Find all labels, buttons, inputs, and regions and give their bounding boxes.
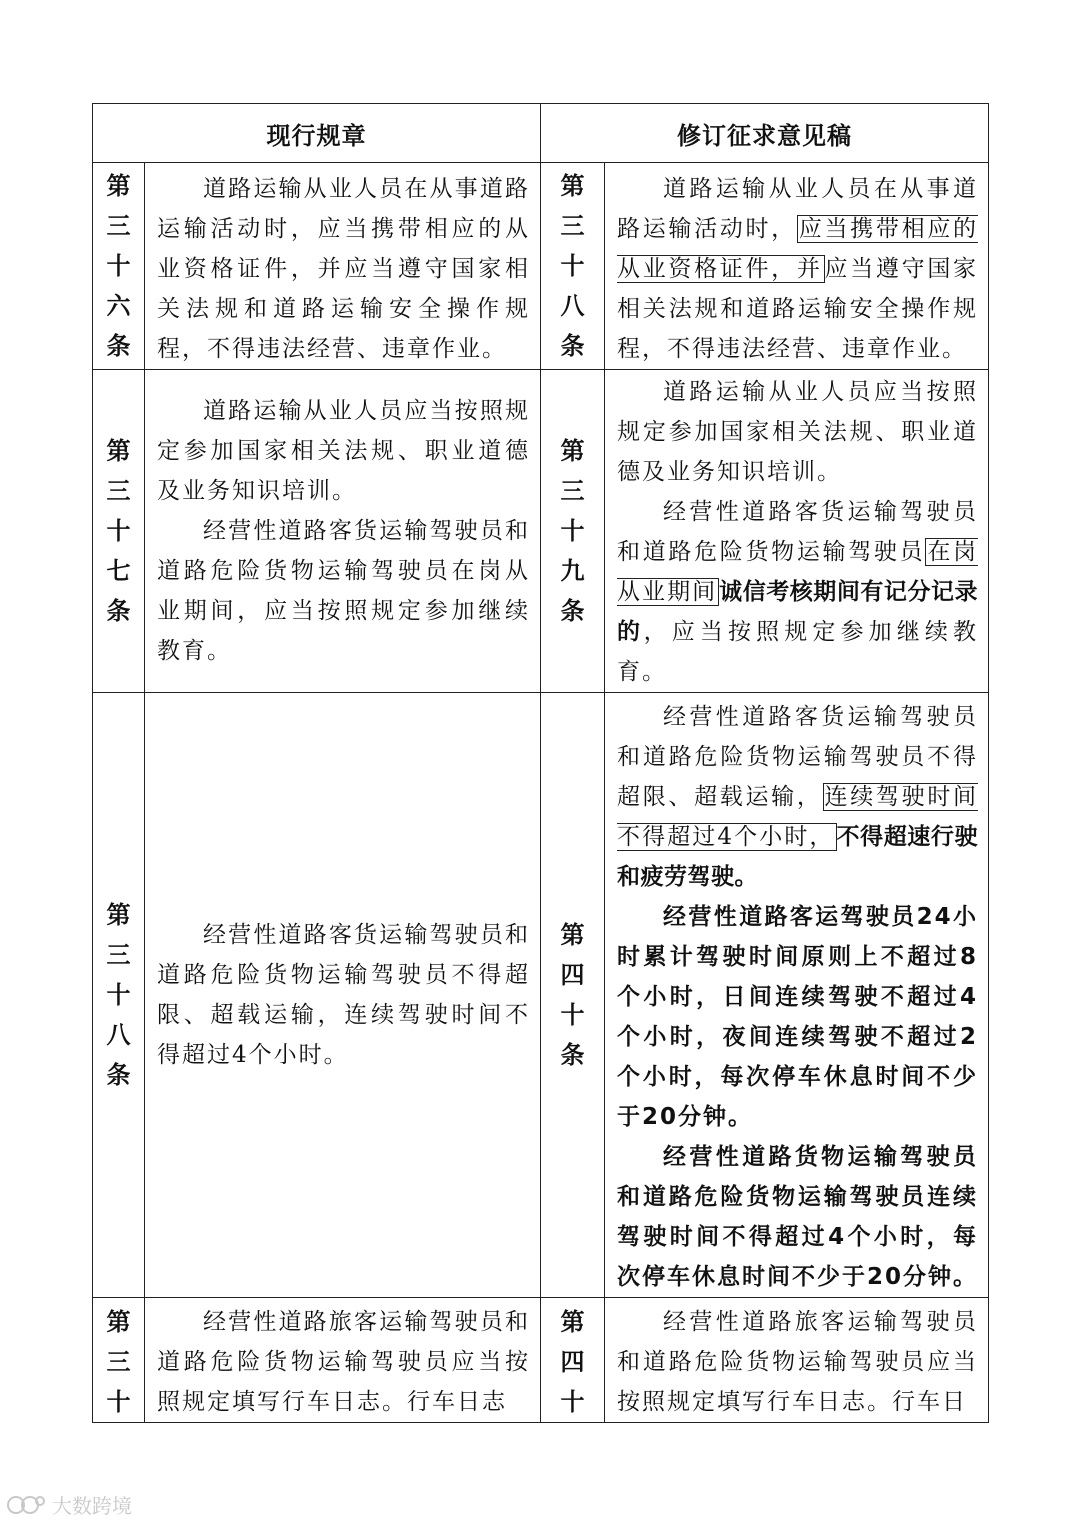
comparison-table: [92, 103, 989, 1423]
current-text: 道路运输从业人员应当按照规定参加国家相关法规、职业道德及业务知识培训。 经营性道路客货运输驾驶员和道路危险货物运输驾驶员在岗从业期间，应当按照规定参加继续教育。: [145, 370, 541, 693]
table-row: [93, 370, 989, 693]
header-current: 现行规章: [93, 104, 541, 163]
current-text: 经营性道路客货运输驾驶员和道路危险货物运输驾驶员不得超限、超载运输，连续驾驶时间不得超过4个小时。: [145, 693, 541, 1298]
added-paragraph: 经营性道路客运驾驶员24小时累计驾驶时间原则上不超过8个小时，日间连续驾驶不超过4个小时，夜间连续驾驶不超过2个小时，每次停车休息时间不少于20分钟。: [617, 904, 978, 1130]
revised-text: 经营性道路旅客运输驾驶员和道路危险货物运输驾驶员应当按照规定填写行车日志。行车日: [605, 1298, 989, 1423]
current-text: 道路运输从业人员在从事道路运输活动时，应当携带相应的从业资格证件，并应当遵守国家相关法规和道路运输安全操作规程，不得违法经营、违章作业。: [145, 163, 541, 370]
revised-text: 经营性道路客货运输驾驶员和道路危险货物运输驾驶员不得超限、超载运输，连续驾驶时间不得超过4个小时，不得超速行驶和疲劳驾驶。 经营性道路客运驾驶员24小时累计驾驶时间原则上不超过8个小时，日间连续驾驶不超过4个小时，夜间连续驾驶不超过2个小时，每次停车休息时间不少于20分钟。 经营性道路货物运输驾驶员和道路危险货物运输驾驶员连续驾驶时间不得超过4个小时，每次停车休息时间不少于20分钟。: [605, 693, 989, 1298]
watermark-logo-icon: [6, 1491, 46, 1519]
deleted-text-box: 应当携带相应的从业资格证件，并: [617, 216, 979, 282]
added-text: 诚信考核期间有记分记录的: [617, 579, 979, 645]
article-number-revised: 第 四 十 条: [541, 693, 605, 1298]
deleted-text-box: 在岗从业期间: [617, 539, 979, 605]
added-text: 不得超速行驶和疲劳驾驶。: [617, 824, 979, 890]
article-number-revised: 第 三 十 八 条: [541, 163, 605, 370]
article-number-revised: 第 三 十 九 条: [541, 370, 605, 693]
article-number-current: 第 三 十 六 条: [93, 163, 145, 370]
added-paragraph: 经营性道路货物运输驾驶员和道路危险货物运输驾驶员连续驾驶时间不得超过4个小时，每次停车休息时间不少于20分钟。: [617, 1144, 979, 1290]
article-number-revised: 第 四 十: [541, 1298, 605, 1423]
article-number-current: 第 三 十 七 条: [93, 370, 145, 693]
header-revised: 修订征求意见稿: [541, 104, 989, 163]
watermark-text: 大数跨境: [52, 1494, 132, 1518]
deleted-text-box: 连续驾驶时间不得超过4个小时，: [617, 784, 979, 850]
current-text: 经营性道路旅客运输驾驶员和道路危险货物运输驾驶员应当按照规定填写行车日志。行车日志: [145, 1298, 541, 1423]
table-row: [93, 1298, 989, 1423]
article-number-current: 第 三 十 八 条: [93, 693, 145, 1298]
table-row: [93, 163, 989, 370]
table-row: [93, 693, 989, 1298]
revised-text: 道路运输从业人员在从事道路运输活动时，应当携带相应的从业资格证件，并应当遵守国家相关法规和道路运输安全操作规程，不得违法经营、违章作业。: [605, 163, 989, 370]
article-number-current: 第 三 十: [93, 1298, 145, 1423]
watermark: [6, 1490, 132, 1519]
header-row: [93, 104, 989, 163]
revised-text: 道路运输从业人员应当按照规定参加国家相关法规、职业道德及业务知识培训。 经营性道路客货运输驾驶员和道路危险货物运输驾驶员在岗从业期间诚信考核期间有记分记录的，应当按照规定参加继续教育。: [605, 370, 989, 693]
